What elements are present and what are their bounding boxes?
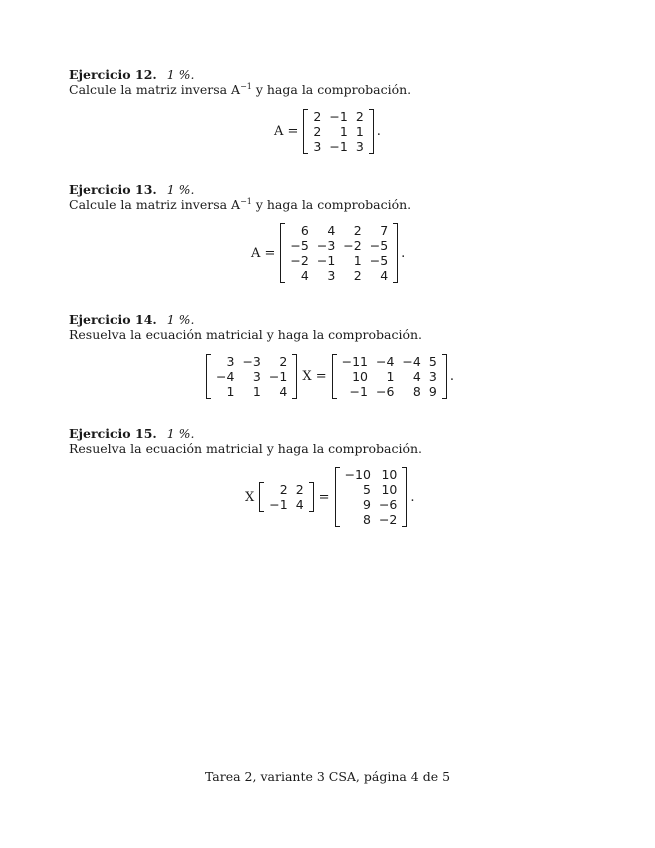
matrix-grid xyxy=(265,482,307,512)
equation-period: . xyxy=(449,369,454,384)
matrix-cell: 1 xyxy=(252,384,261,399)
exercise-instruction: Calcule la matriz inversa $A^{-1}$ y haga la comprobación. xyxy=(69,197,412,212)
matrix-cell: 9 xyxy=(428,384,437,399)
matrix-cell: −4 xyxy=(216,369,235,384)
equation-14 xyxy=(203,354,454,399)
matrix-cell: 5 xyxy=(363,482,371,497)
exercise-instruction: Resuelva la ecuación matricial y haga la comprobación. xyxy=(69,441,423,456)
exercise-weight: 1 %. xyxy=(166,67,195,82)
matrix-row xyxy=(212,369,291,384)
matrix-cell: −5 xyxy=(369,238,389,253)
matrix-row xyxy=(212,384,291,399)
matrix-cell: −1 xyxy=(316,253,336,268)
matrix-cell: −3 xyxy=(316,238,336,253)
matrix-cell: 1 xyxy=(226,384,235,399)
matrix-row xyxy=(286,238,392,253)
equation-lhs: X xyxy=(245,489,255,505)
matrix-cell: 4 xyxy=(412,369,421,384)
matrix-row xyxy=(286,253,392,268)
matrix-row xyxy=(341,512,402,527)
exercise-instruction: Calcule la matriz inversa $A^{-1}$ y haga la comprobación. xyxy=(69,82,412,97)
exercise-weight: 1 %. xyxy=(166,426,195,441)
exercise-15 xyxy=(69,426,422,456)
equation-middle: X = xyxy=(302,369,327,384)
matrix-result xyxy=(332,354,447,399)
equation-period: . xyxy=(376,124,381,139)
matrix-cell: 3 xyxy=(313,139,322,154)
exercise-13 xyxy=(69,182,411,212)
matrix-cell: 10 xyxy=(381,467,398,482)
matrix-cell: 1 xyxy=(386,369,395,384)
matrix-coefficients xyxy=(206,354,297,399)
exercise-header xyxy=(69,426,422,441)
exercise-14 xyxy=(69,312,422,342)
matrix-cell: −11 xyxy=(341,354,368,369)
matrix-a xyxy=(303,109,373,154)
matrix-row xyxy=(309,124,367,139)
matrix-cell: 2 xyxy=(355,109,364,124)
equation-lhs: A = xyxy=(274,124,299,139)
equation-15 xyxy=(243,467,415,527)
equation-middle: = xyxy=(318,489,330,505)
matrix-cell: 8 xyxy=(363,512,371,527)
matrix-row xyxy=(265,482,307,497)
matrix-a xyxy=(280,223,398,283)
exercise-header xyxy=(69,312,422,327)
exercise-header xyxy=(69,182,411,197)
matrix-grid xyxy=(309,109,367,154)
matrix-cell: 10 xyxy=(381,482,398,497)
matrix-cell: 7 xyxy=(380,223,389,238)
matrix-cell: 4 xyxy=(279,384,288,399)
matrix-cell: 4 xyxy=(327,223,336,238)
matrix-cell: −2 xyxy=(290,253,309,268)
matrix-cell: −1 xyxy=(349,384,368,399)
matrix-cell: −3 xyxy=(242,354,261,369)
equation-period: . xyxy=(401,245,406,261)
matrix-cell: −2 xyxy=(343,238,362,253)
matrix-cell: 2 xyxy=(313,109,322,124)
matrix-cell: 4 xyxy=(380,268,389,283)
matrix-cell: 1 xyxy=(339,124,348,139)
matrix-cell: 9 xyxy=(363,497,371,512)
equation-13 xyxy=(249,223,405,283)
matrix-cell: 8 xyxy=(412,384,421,399)
exercise-weight: 1 %. xyxy=(166,312,195,327)
matrix-cell: 3 xyxy=(252,369,261,384)
matrix-cell: −4 xyxy=(375,354,395,369)
matrix-cell: −1 xyxy=(268,369,288,384)
exercise-title: Ejercicio 14. xyxy=(69,312,157,327)
matrix-row xyxy=(338,354,441,369)
matrix-cell: 5 xyxy=(428,354,437,369)
exercise-weight: 1 %. xyxy=(166,182,195,197)
matrix-cell: 10 xyxy=(352,369,368,384)
matrix-cell: 2 xyxy=(295,482,304,497)
matrix-grid xyxy=(286,223,392,283)
exercise-title: Ejercicio 15. xyxy=(69,426,157,441)
page-footer: Tarea 2, variante 3 CSA, página 4 de 5 xyxy=(204,769,451,784)
matrix-row xyxy=(286,268,392,283)
matrix-grid xyxy=(338,354,441,399)
matrix-cell: 1 xyxy=(355,124,364,139)
equation-period: . xyxy=(410,489,415,505)
matrix-cell: 3 xyxy=(355,139,364,154)
matrix-row xyxy=(341,482,402,497)
matrix-cell: −6 xyxy=(378,497,398,512)
matrix-grid xyxy=(341,467,402,527)
matrix-cell: −1 xyxy=(329,139,348,154)
matrix-cell: 2 xyxy=(313,124,322,139)
matrix-cell: 2 xyxy=(353,268,362,283)
equation-12 xyxy=(272,109,381,154)
matrix-cell: −2 xyxy=(378,512,398,527)
matrix-row xyxy=(338,369,441,384)
exercise-title: Ejercicio 12. xyxy=(69,67,157,82)
matrix-cell: 1 xyxy=(353,253,362,268)
matrix-cell: −5 xyxy=(369,253,389,268)
matrix-cell: 2 xyxy=(279,482,288,497)
matrix-row xyxy=(341,497,402,512)
matrix-cell: −5 xyxy=(290,238,309,253)
matrix-grid xyxy=(212,354,291,399)
equation-lhs: A = xyxy=(251,245,276,261)
matrix-coefficients xyxy=(259,482,313,512)
matrix-cell: 2 xyxy=(353,223,362,238)
matrix-cell: 4 xyxy=(300,268,309,283)
matrix-cell: −4 xyxy=(402,354,421,369)
exercise-instruction: Resuelva la ecuación matricial y haga la comprobación. xyxy=(69,327,423,342)
exercise-title: Ejercicio 13. xyxy=(69,182,157,197)
exercise-12 xyxy=(69,67,411,97)
exercise-header xyxy=(69,67,411,82)
matrix-cell: 6 xyxy=(300,223,309,238)
matrix-cell: −10 xyxy=(344,467,371,482)
matrix-row xyxy=(309,139,367,154)
matrix-cell: 3 xyxy=(428,369,437,384)
matrix-cell: −1 xyxy=(329,109,348,124)
matrix-cell: 2 xyxy=(279,354,288,369)
matrix-cell: 4 xyxy=(295,497,304,512)
matrix-cell: 3 xyxy=(327,268,336,283)
matrix-row xyxy=(212,354,291,369)
matrix-result xyxy=(335,467,408,527)
matrix-cell: −1 xyxy=(269,497,288,512)
matrix-row xyxy=(341,467,402,482)
matrix-cell: −6 xyxy=(375,384,395,399)
matrix-row xyxy=(265,497,307,512)
matrix-row xyxy=(286,223,392,238)
matrix-cell: 3 xyxy=(226,354,235,369)
matrix-row xyxy=(309,109,367,124)
matrix-row xyxy=(338,384,441,399)
